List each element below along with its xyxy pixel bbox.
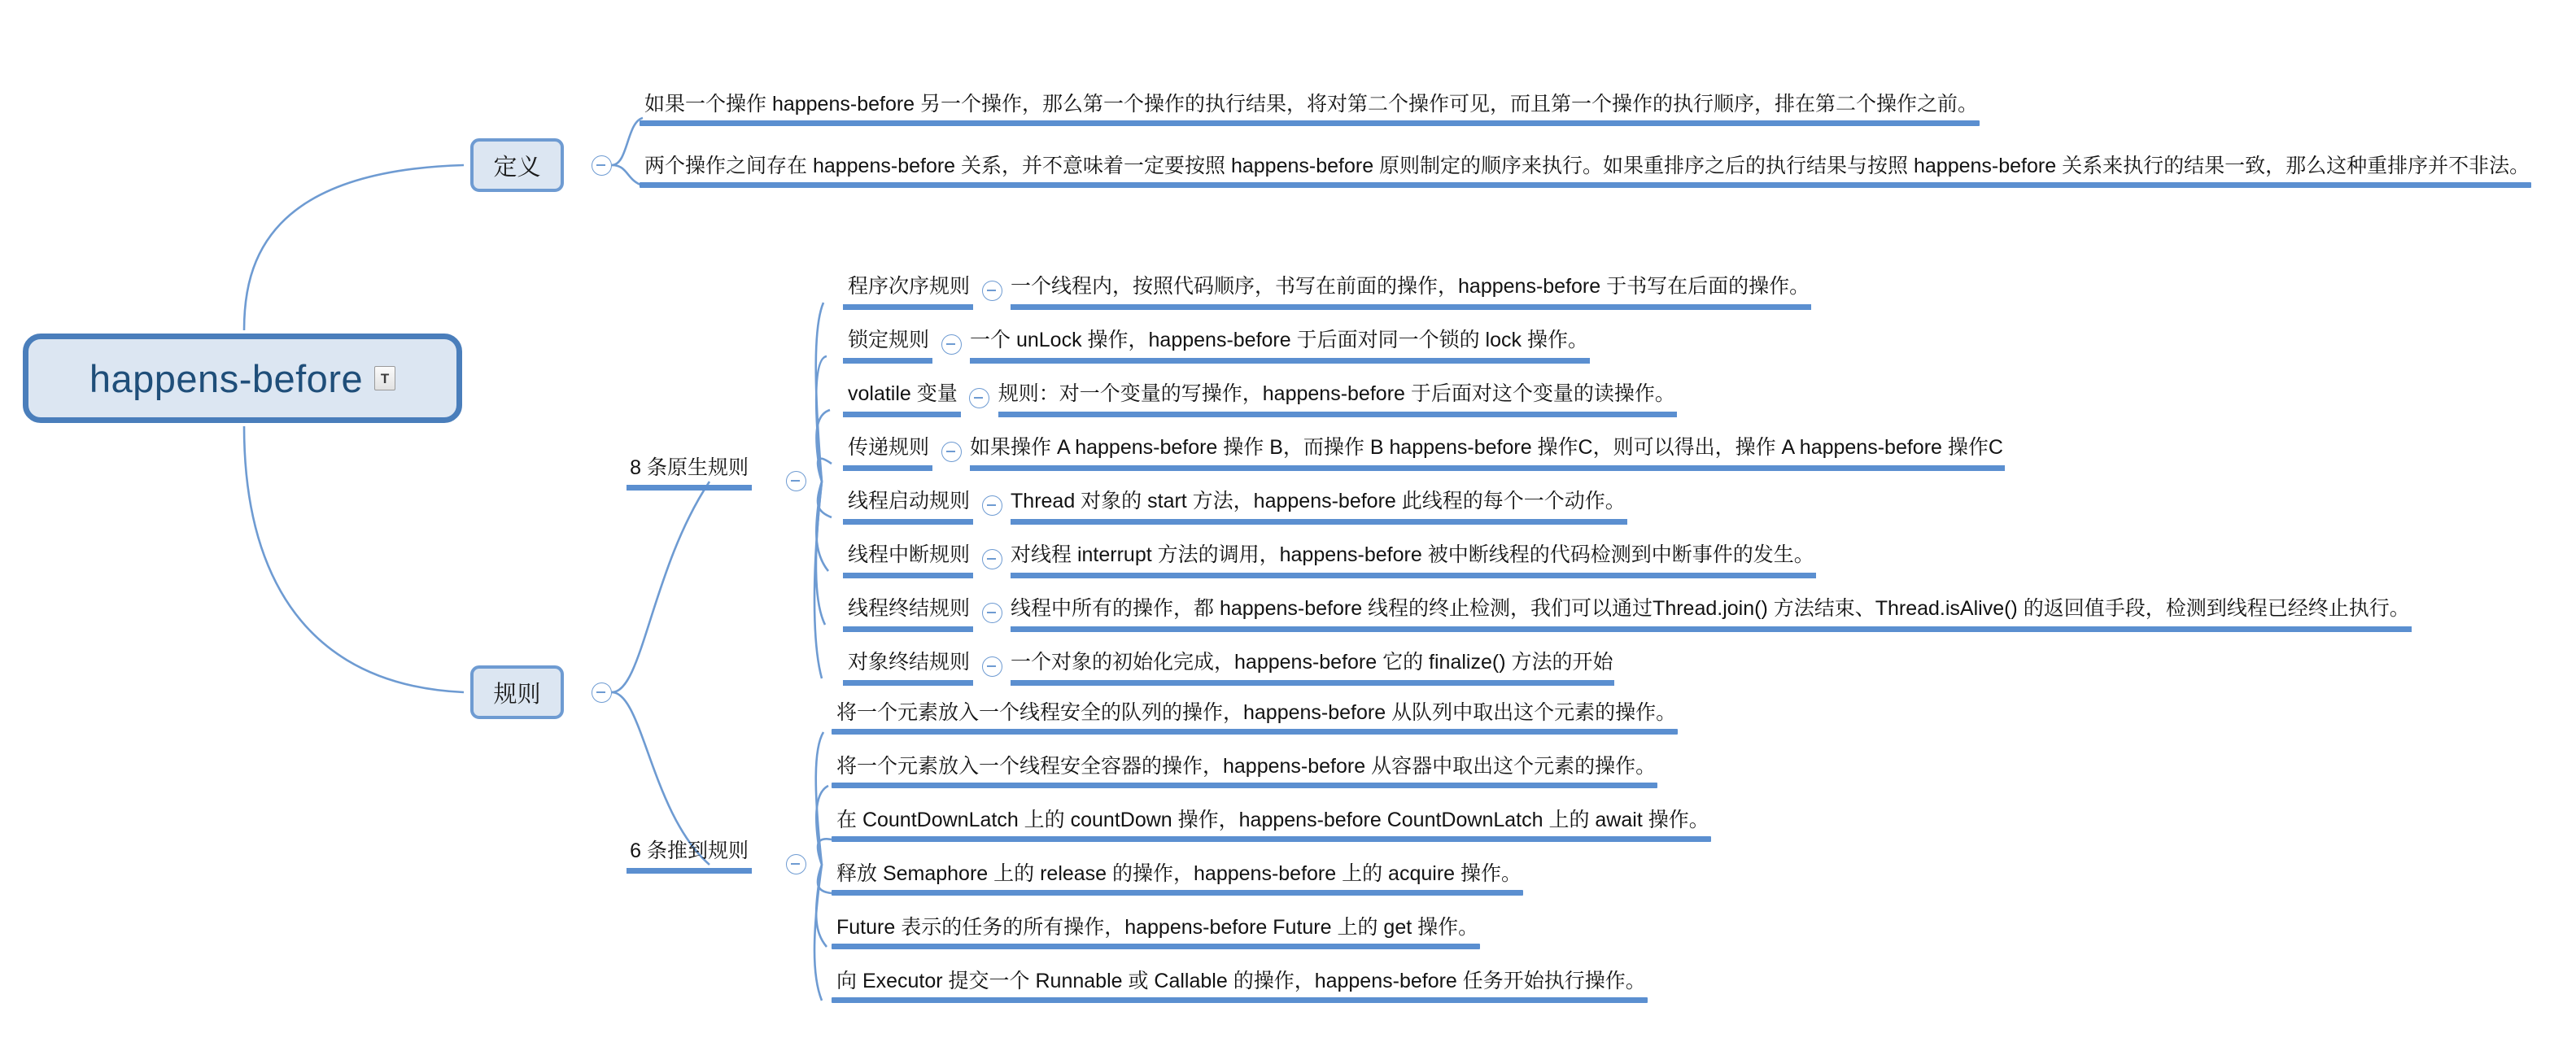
- native-rule-8-name: 对象终结规则: [848, 651, 971, 674]
- branch-label-definition: 定义: [493, 154, 541, 181]
- derived-rule-6-text: 向 Executor 提交一个 Runnable 或 Callable 的操作，happens-before 任务开始执行操作。: [836, 970, 1646, 992]
- definition-item-1-text: 如果一个操作 happens-before 另一个操作，那么第一个操作的执行结果，将对第二个操作可见，而且第一个操作的执行顺序，排在第二个操作之前。: [644, 93, 1979, 116]
- native-rule-2-desc-underline: [970, 358, 1590, 364]
- group-caption-derived-rules[interactable]: [627, 835, 752, 874]
- derived-rule-4-underline: [832, 890, 1523, 896]
- collapse-toggle-rules[interactable]: [592, 682, 612, 703]
- derived-rule-2-underline: [832, 783, 1657, 788]
- native-rule-1-name-underline: [843, 304, 973, 310]
- native-rule-5[interactable]: [843, 485, 1627, 525]
- definition-item-2-underline: [640, 182, 2531, 188]
- group-caption-derived-rules-underline: [627, 868, 752, 874]
- native-rule-6-desc-underline: [1011, 573, 1816, 578]
- native-rule-5-desc-underline: [1011, 519, 1627, 525]
- native-rule-1-desc-underline: [1011, 304, 1811, 310]
- native-rule-4-toggle-slot: [932, 442, 970, 465]
- group-caption-native-rules-text: 8 条原生规则: [630, 456, 749, 479]
- native-rule-6-name-underline: [843, 573, 973, 578]
- native-rule-6[interactable]: [843, 539, 1816, 578]
- derived-rule-1[interactable]: [832, 701, 1678, 735]
- native-rule-3-desc-underline: [998, 412, 1677, 417]
- collapse-toggle-native-rule-5[interactable]: [982, 495, 1002, 516]
- native-rule-2-name-underline: [843, 358, 932, 364]
- branch-node-definition[interactable]: [470, 138, 564, 192]
- native-rule-5-desc: Thread 对象的 start 方法，happens-before 此线程的每个一个动作。: [1011, 490, 1626, 512]
- derived-rule-2[interactable]: [832, 755, 1657, 788]
- derived-rule-6-underline: [832, 997, 1648, 1003]
- native-rule-2-desc: 一个 unLock 操作，happens-before 于后面对同一个锁的 lock 操作。: [970, 329, 1588, 351]
- native-rule-7-name-underline: [843, 626, 973, 632]
- native-rule-8-desc: 一个对象的初始化完成，happens-before 它的 finalize() 方法的开始: [1011, 651, 1613, 674]
- native-rule-7-toggle-slot: [973, 603, 1011, 626]
- native-rule-7-name: 线程终结规则: [848, 597, 971, 620]
- derived-rule-3-underline: [832, 836, 1711, 842]
- group-caption-native-rules[interactable]: [627, 451, 752, 491]
- collapse-toggle-derived-rules[interactable]: [786, 854, 806, 874]
- native-rule-5-name: 线程启动规则: [848, 490, 971, 512]
- native-rule-7-desc-underline: [1011, 626, 2412, 632]
- collapse-toggle-native-rule-7[interactable]: [982, 603, 1002, 623]
- definition-item-2-text: 两个操作之间存在 happens-before 关系，并不意味着一定要按照 happens-before 原则制定的顺序来执行。如果重排序之后的执行结果与按照 happens-before 关系来执行的结果一致，那么这种重排序并不非法。: [644, 155, 2530, 177]
- derived-rule-1-underline: [832, 729, 1678, 735]
- native-rule-1-name: 程序次序规则: [848, 275, 971, 298]
- collapse-toggle-native-rules[interactable]: [786, 471, 806, 491]
- native-rule-7[interactable]: [843, 592, 2412, 632]
- definition-item-1[interactable]: [640, 93, 1980, 126]
- branch-node-rules[interactable]: [470, 665, 564, 719]
- collapse-toggle-definition[interactable]: [592, 155, 612, 176]
- derived-rule-4[interactable]: [832, 862, 1523, 896]
- native-rule-8-toggle-slot: [973, 656, 1011, 680]
- derived-rule-2-text: 将一个元素放入一个线程安全容器的操作，happens-before 从容器中取出这个元素的操作。: [836, 755, 1657, 778]
- root-label: happens-before: [89, 356, 364, 400]
- collapse-toggle-native-rule-4[interactable]: [941, 442, 962, 462]
- derived-rule-3[interactable]: [832, 809, 1711, 842]
- derived-rule-5[interactable]: [832, 916, 1480, 949]
- collapse-toggle-native-rule-8[interactable]: [982, 656, 1002, 677]
- native-rule-2-name: 锁定规则: [848, 329, 930, 351]
- native-rule-8[interactable]: [843, 646, 1614, 686]
- native-rule-1[interactable]: [843, 270, 1811, 310]
- derived-rule-6[interactable]: [832, 970, 1648, 1003]
- native-rule-6-desc: 对线程 interrupt 方法的调用，happens-before 被中断线程的代码检测到中断事件的发生。: [1011, 543, 1814, 566]
- native-rule-3[interactable]: [843, 377, 1677, 417]
- note-text-icon[interactable]: T: [374, 366, 395, 390]
- native-rule-7-desc: 线程中所有的操作，都 happens-before 线程的终止检测，我们可以通过Thread.join() 方法结束、Thread.isAlive() 的返回值手段，检测到线程已经终止执行。: [1011, 597, 2410, 620]
- derived-rule-3-text: 在 CountDownLatch 上的 countDown 操作，happens-before CountDownLatch 上的 await 操作。: [836, 809, 1709, 831]
- native-rule-8-desc-underline: [1011, 680, 1614, 686]
- native-rule-6-name: 线程中断规则: [848, 543, 971, 566]
- derived-rule-4-text: 释放 Semaphore 上的 release 的操作，happens-before 上的 acquire 操作。: [836, 862, 1522, 885]
- native-rule-4-name: 传递规则: [848, 436, 930, 459]
- native-rule-2-toggle-slot: [932, 334, 970, 358]
- native-rule-2[interactable]: [843, 324, 1590, 364]
- native-rule-3-name: volatile 变量: [848, 382, 958, 405]
- collapse-toggle-native-rule-6[interactable]: [982, 549, 1002, 569]
- native-rule-4-name-underline: [843, 465, 932, 471]
- definition-item-1-underline: [640, 120, 1980, 126]
- group-caption-derived-rules-text: 6 条推到规则: [630, 839, 749, 862]
- native-rule-4-desc-underline: [970, 465, 2005, 471]
- derived-rule-1-text: 将一个元素放入一个线程安全的队列的操作，happens-before 从队列中取出这个元素的操作。: [836, 701, 1677, 724]
- native-rule-6-toggle-slot: [973, 549, 1011, 573]
- native-rule-3-desc: 规则：对一个变量的写操作，happens-before 于后面对这个变量的读操作。: [998, 382, 1675, 405]
- derived-rule-5-text: Future 表示的任务的所有操作，happens-before Future 上的 get 操作。: [836, 916, 1479, 939]
- native-rule-5-name-underline: [843, 519, 973, 525]
- native-rule-1-toggle-slot: [973, 281, 1011, 304]
- group-caption-native-rules-underline: [627, 485, 752, 491]
- derived-rule-5-underline: [832, 944, 1480, 949]
- native-rule-5-toggle-slot: [973, 495, 1011, 519]
- native-rule-3-toggle-slot: [961, 388, 998, 412]
- collapse-toggle-native-rule-2[interactable]: [941, 334, 962, 355]
- definition-item-2[interactable]: [640, 155, 2531, 188]
- root-node[interactable]: [23, 334, 462, 423]
- native-rule-4-desc: 如果操作 A happens-before 操作 B，而操作 B happens-before 操作C，则可以得出，操作 A happens-before 操作C: [970, 436, 2003, 459]
- collapse-toggle-native-rule-3[interactable]: [969, 388, 989, 408]
- branch-label-rules: 规则: [493, 681, 541, 708]
- native-rule-8-name-underline: [843, 680, 973, 686]
- native-rule-4[interactable]: [843, 431, 2005, 471]
- native-rule-1-desc: 一个线程内，按照代码顺序，书写在前面的操作，happens-before 于书写在后面的操作。: [1011, 275, 1810, 298]
- collapse-toggle-native-rule-1[interactable]: [982, 281, 1002, 301]
- native-rule-3-name-underline: [843, 412, 961, 417]
